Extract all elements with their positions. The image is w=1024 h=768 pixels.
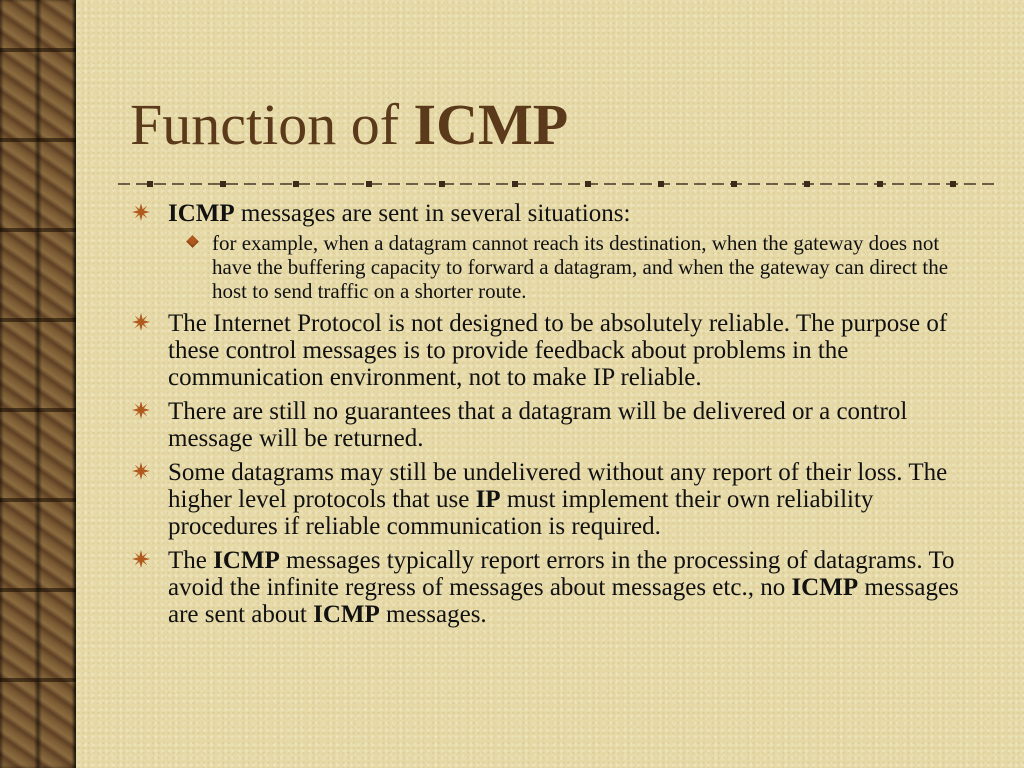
text-run: messages typically report errors in the processing of datagrams. To avoid the infinite regress of messages about messages etc., no — [168, 547, 955, 601]
slide-title-bold: ICMP — [413, 92, 569, 157]
text-run: must implement their own reliability procedures if reliable communication is required. — [168, 486, 874, 540]
bold-term: IP — [475, 486, 501, 513]
bullet-item — [130, 398, 980, 452]
divider-square — [220, 181, 226, 187]
bold-term: ICMP — [791, 574, 859, 601]
divider-square — [293, 181, 299, 187]
text-run: There are still no guarantees that a datagram will be delivered or a control message will be returned. — [168, 398, 908, 452]
divider-square — [658, 181, 664, 187]
bullet-item — [130, 200, 980, 303]
bullet-text — [168, 459, 980, 540]
text-run: Some datagrams may still be undelivered without any report of their loss. The higher level protocols that use — [168, 459, 948, 513]
bullet-item — [130, 547, 980, 628]
text-run: messages. — [379, 601, 487, 628]
diamond-icon — [186, 235, 199, 248]
sub-bullet-text — [212, 231, 980, 303]
text-run: for example, when a datagram cannot reach its destination, when the gateway does not have the buffering capacity to forward a datagram, and when the gateway can direct the host to send traffic on a shorter route. — [212, 231, 949, 303]
bullet-text — [168, 547, 980, 628]
starburst-icon — [132, 550, 150, 568]
sub-bullet-item — [168, 231, 980, 303]
slide-title-plain: Function of — [130, 92, 414, 157]
starburst-icon — [132, 203, 150, 221]
bold-term: ICMP — [168, 200, 235, 227]
bullet-item — [130, 459, 980, 540]
text-run: The — [168, 547, 214, 574]
bullet-text — [168, 398, 980, 452]
text-run: messages are sent in several situations: — [234, 200, 631, 227]
bold-term: ICMP — [313, 601, 380, 628]
divider-square — [804, 181, 810, 187]
bullet-item — [130, 310, 980, 391]
text-run: messages are sent about — [168, 574, 959, 628]
text-run: The Internet Protocol is not designed to be absolutely reliable. The purpose of these control messages is to provide feedback about problems in the communication environment, not to make IP reliable. — [168, 310, 948, 391]
bullet-text — [168, 200, 980, 227]
bullet-text — [168, 310, 980, 391]
divider-square — [877, 181, 883, 187]
title-divider — [118, 178, 994, 190]
divider-square — [950, 181, 956, 187]
divider-square — [439, 181, 445, 187]
divider-square — [585, 181, 591, 187]
slide-body — [130, 200, 980, 635]
divider-square — [731, 181, 737, 187]
divider-square — [147, 181, 153, 187]
divider-square — [512, 181, 518, 187]
divider-square — [366, 181, 372, 187]
bold-term: ICMP — [213, 547, 280, 574]
starburst-icon — [132, 401, 150, 419]
starburst-icon — [132, 462, 150, 480]
slide-title — [130, 92, 569, 157]
starburst-icon — [132, 313, 150, 331]
decorative-wood-strip — [0, 0, 76, 768]
